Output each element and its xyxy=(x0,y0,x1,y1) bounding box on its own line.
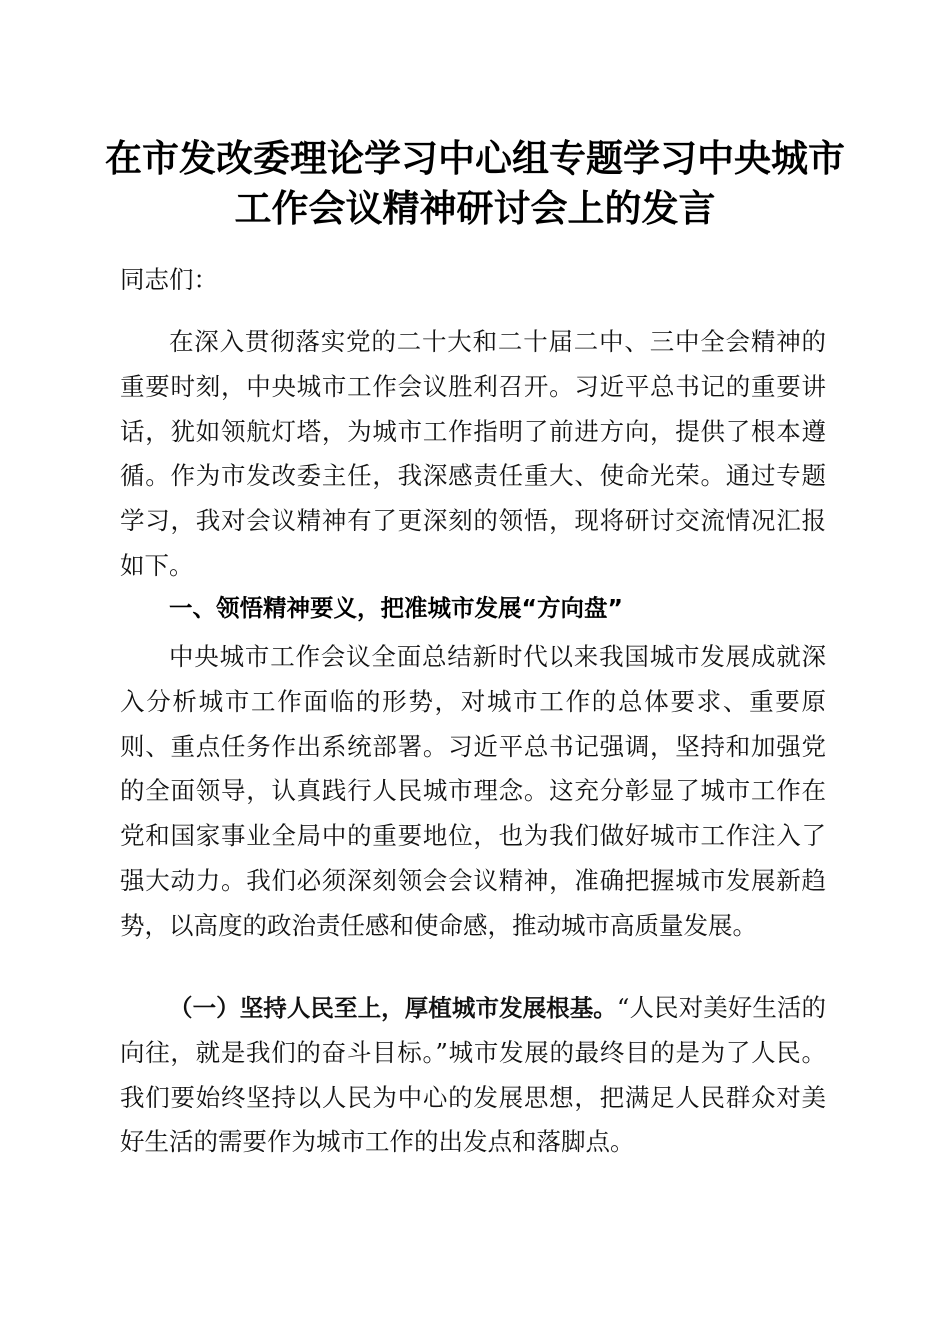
intro-paragraph: 在深入贯彻落实党的二十大和二十届二中、三中全会精神的重要时刻，中央城市工作会议胜利召开。习近平总书记的重要讲话，犹如领航灯塔，为城市工作指明了前进方向，提供了根本遵循。作为市发改委主任，我深感责任重大、使命光荣。通过专题学习，我对会议精神有了更深刻的领悟，现将研讨交流情况汇报如下。 xyxy=(120,327,826,580)
salutation: 同志们： xyxy=(120,265,218,294)
subsection-1-paragraph xyxy=(120,986,826,1165)
section-1-heading: 一、领悟精神要义，把准城市发展“方向盘” xyxy=(169,594,623,622)
subsection-1-heading: （一）坚持人民至上，厚植城市发展根基。 xyxy=(169,994,617,1022)
subsection-1-body: “人民对美好生活的向往，就是我们的奋斗目标。”城市发展的最终目的是为了人民。我们要始终坚持以人民为中心的发展思想，把满足人民群众对美好生活的需要作为城市工作的出发点和落脚点。 xyxy=(120,993,826,1157)
section-1-paragraph: 中央城市工作会议全面总结新时代以来我国城市发展成就深入分析城市工作面临的形势，对城市工作的总体要求、重要原则、重点任务作出系统部署。习近平总书记强调，坚持和加强党的全面领导，认真践行人民城市理念。这充分彰显了城市工作在党和国家事业全局中的重要地位，也为我们做好城市工作注入了强大动力。我们必须深刻领会会议精神，准确把握城市发展新趋势，以高度的政治责任感和使命感，推动城市高质量发展。 xyxy=(120,642,826,940)
document-title-line-2: 工作会议精神研讨会上的发言 xyxy=(234,186,716,230)
document-title-line-1: 在市发改委理论学习中心组专题学习中央城市 xyxy=(105,136,845,180)
